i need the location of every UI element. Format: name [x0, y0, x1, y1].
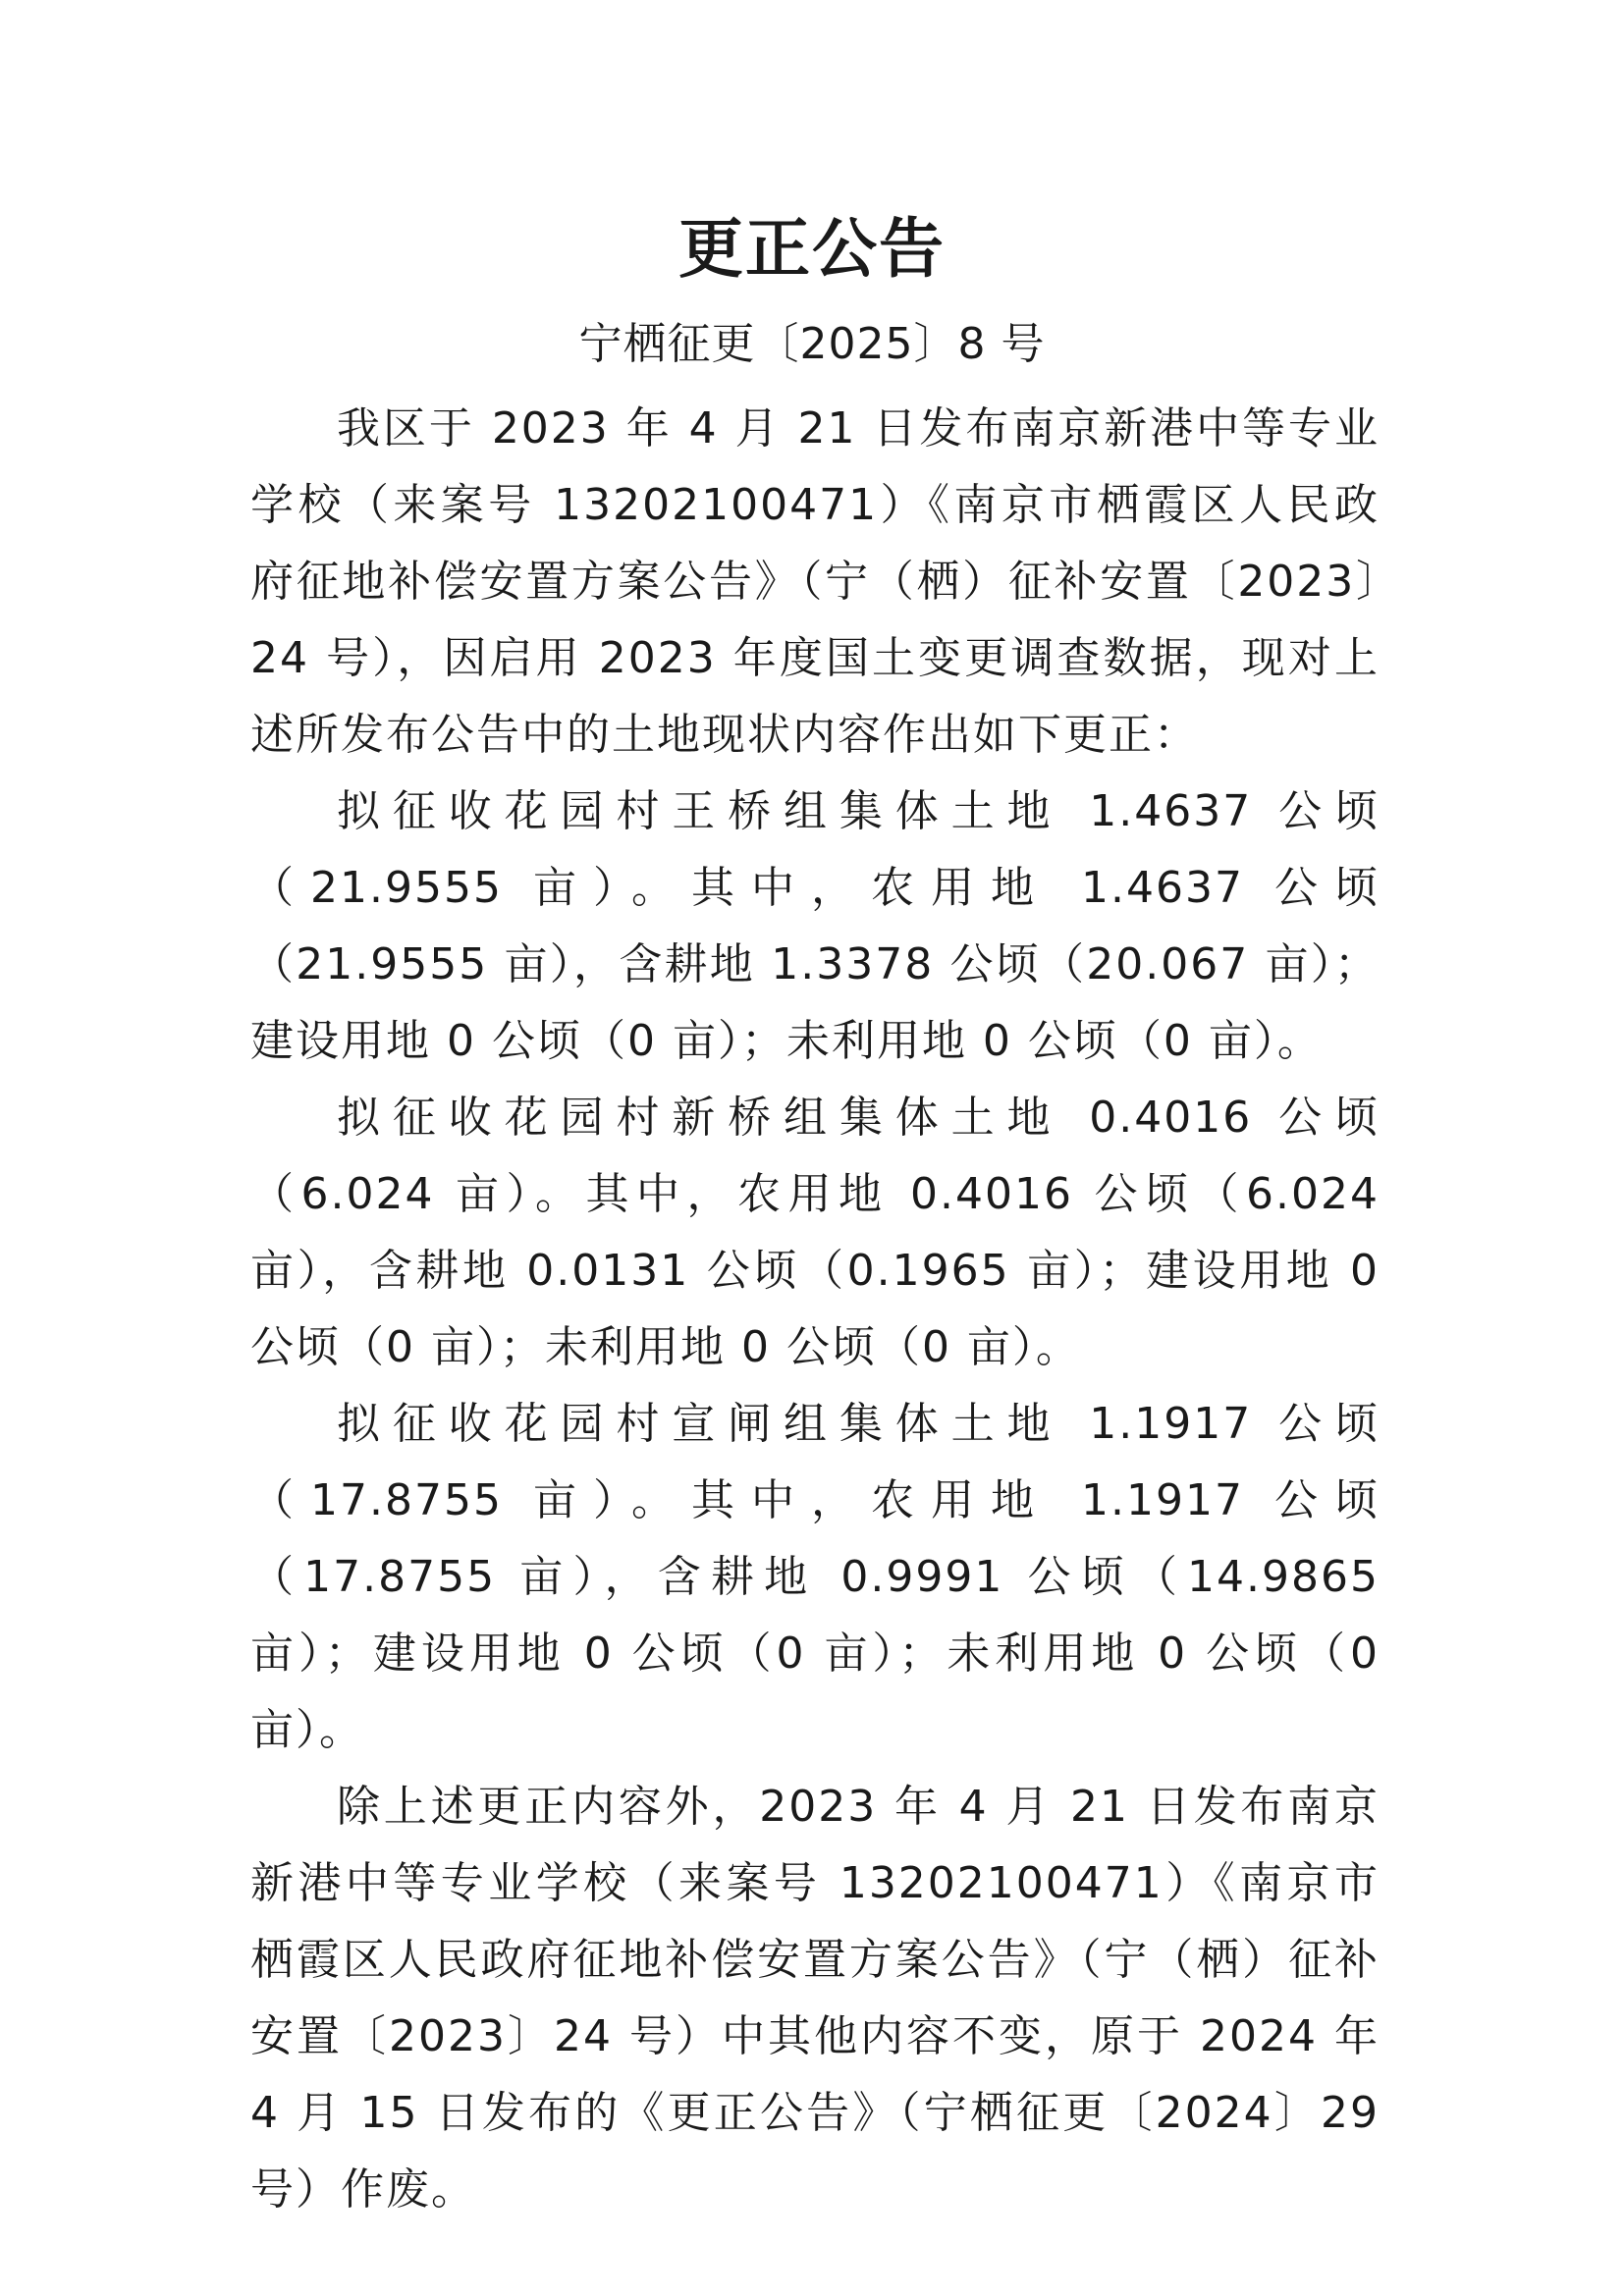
paragraph-xuanzha-group: 拟征收花园村宣闸组集体土地 1.1917 公顷（17.8755 亩）。其中，农用地 1.1917 公顷（17.8755 亩），含耕地 0.9991 公顷（14.9865 亩）；建设用地 0 公顷（0 亩）；未利用地 0 公顷（0 亩）。 [250, 1399, 1380, 1755]
paragraph-wangqiao-group: 拟征收花园村王桥组集体土地 1.4637 公顷（21.9555 亩）。其中，农用地 1.4637 公顷（21.9555 亩），含耕地 1.3378 公顷（20.067 亩）；建设用地 0 公顷（0 亩）；未利用地 0 公顷（0 亩）。 [250, 786, 1380, 1066]
page-title: 更正公告 [678, 210, 946, 287]
paragraph-intro: 我区于 2023 年 4 月 21 日发布南京新港中等专业学校（来案号 13202100471）《南京市栖霞区人民政府征地补偿安置方案公告》（宁（栖）征补安置〔2023〕24 号），因启用 2023 年度国土变更调查数据，现对上述所发布公告中的土地现状内容作出如下更正： [250, 403, 1380, 760]
document-number: 宁栖征更〔2025〕8 号 [578, 319, 1046, 369]
document-body [250, 391, 1380, 2228]
paragraph-xinqiao-group: 拟征收花园村新桥组集体土地 0.4016 公顷（6.024 亩）。其中，农用地 0.4016 公顷（6.024 亩），含耕地 0.0131 公顷（0.1965 亩）；建设用地 0 公顷（0 亩）；未利用地 0 公顷（0 亩）。 [250, 1093, 1380, 1372]
paragraph-closing: 除上述更正内容外，2023 年 4 月 21 日发布南京新港中等专业学校（来案号 13202100471）《南京市栖霞区人民政府征地补偿安置方案公告》（宁（栖）征补安置〔2023〕24 号）中其他内容不变，原于 2024 年 4 月 15 日发布的《更正公告》（宁栖征更〔2024〕29 号）作废。 [250, 1782, 1380, 2215]
